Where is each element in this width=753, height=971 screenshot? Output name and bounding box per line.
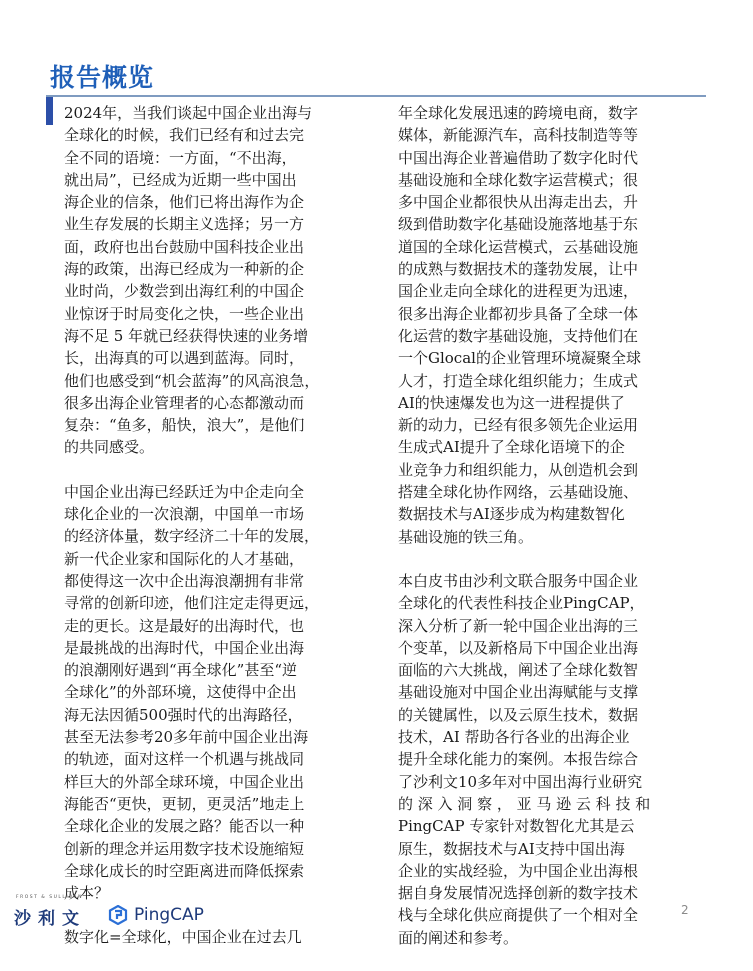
title-divider xyxy=(46,95,706,97)
frost-sullivan-wordmark: FROST & SULLIVAN xyxy=(16,895,83,900)
section-title: 报告概览 xyxy=(50,63,155,92)
left-column xyxy=(64,102,374,971)
paragraph: 年全球化发展迅速的跨境电商，数字 媒体，新能源汽车，高科技制造等等 中国出海企业普遍借助了数字化时代 基础设施和全球化数字运营模式；很 多中国企业都很快从出海走出去，升 级到借助数字化基础设施落地基于东 道国的全球化运营模式，云基础设施 的成熟与数据技术的蓬勃发展，让中 国企业走向全球化的进程更为迅速， 很多出海企业都初步具备了全球一体 化运营的数字基础设施，支持他们在 一个Glocal的企业管理环境凝聚全球 人才，打造全球化组织能力；生成式 AI的快速爆发也为这一进程提供了 新的动力，已经有很多领先企业运用 生成式AI提升了全球化语境下的企 业竞争力和组织能力，从创造机会到 搭建全球化协作网络，云基础设施、 数据技术与AI逐步成为构建数智化 基础设施的铁三角。 xyxy=(398,104,641,546)
paragraph: 2024年，当我们谈起中国企业出海与 全球化的时候，我们已经有和过去完 全不同的语境：一方面，“不出海， 就出局”，已经成为近期一些中国出 海企业的信条，他们已将出海作为企 业生存发展的长期主义选择；另一方 面，政府也出台鼓励中国科技企业出 海的政策，出海已经成为一种新的企 业时尚，少数尝到出海红利的中国企 业惊讶于时局变化之快，一些企业出 海不足 5 年就已经获得快速的业务增 长，出海真的可以遇到蓝海。同时， 他们也感受到“机会蓝海”的风高浪急， 很多出海企业管理者的心态都激动而 复杂：“鱼多，船快，浪大”，是他们 的共同感受。 xyxy=(64,104,320,457)
right-column xyxy=(398,102,708,971)
paragraph: 数字化=全球化，中国企业在过去几 xyxy=(64,928,302,947)
pingcap-logo-icon xyxy=(108,905,128,925)
section-marker xyxy=(46,97,53,125)
pingcap-wordmark: PingCAP xyxy=(134,905,204,925)
frost-sullivan-cn-logo: 沙利文 xyxy=(14,909,86,929)
page-number: 2 xyxy=(681,903,689,917)
paragraph: 本白皮书由沙利文联合服务中国企业 全球化的代表性科技企业PingCAP， 深入分析了新一轮中国企业出海的三 个变革，以及新格局下中国企业出海 面临的六大挑战，阐述了全球化数智 基础设施对中国企业出海赋能与支撑 的关键属性，以及云原生技术，数据 技术，AI 帮助各行各业的出海企业 提升全球化能力的案例。本报告综合 了沙利文10多年对中国出海行业研究 的 深 入 洞 察 ， 亚 马 逊 云 科 技 和 PingCAP 专家针对数智化尤其是云 原生，数据技术与AI支持中国出海 企业的实战经验，为中国企业出海根 据自身发展情况选择创新的数字技术 栈与全球化供应商提供了一个相对全 面的阐述和参考。 xyxy=(398,571,651,947)
paragraph: 中国企业出海已经跃迁为中企走向全 球化企业的一次浪潮，中国单一市场 的经济体量，数字经济二十年的发展， 新一代企业家和国际化的人才基础， 都使得这一次中企出海浪潮拥有非常 寻常的创新印迹，他们注定走得更远， 走的更长。这是最好的出海时代，也 是最挑战的出海时代，中国企业出海 的浪潮刚好遇到“再全球化”甚至“逆 全球化”的外部环境，这使得中企出 海无法因循500强时代的出海路径， 甚至无法参考20多年前中国企业出海 的轨迹，面对这样一个机遇与挑战同 样巨大的外部全球环境，中国企业出 海能否“更快，更韧，更灵活”地走上 全球化企业的发展之路？能否以一种 创新的理念并运用数字技术设施缩短 全球化成长的时空距离进而降低探索 成本？ xyxy=(64,482,320,903)
